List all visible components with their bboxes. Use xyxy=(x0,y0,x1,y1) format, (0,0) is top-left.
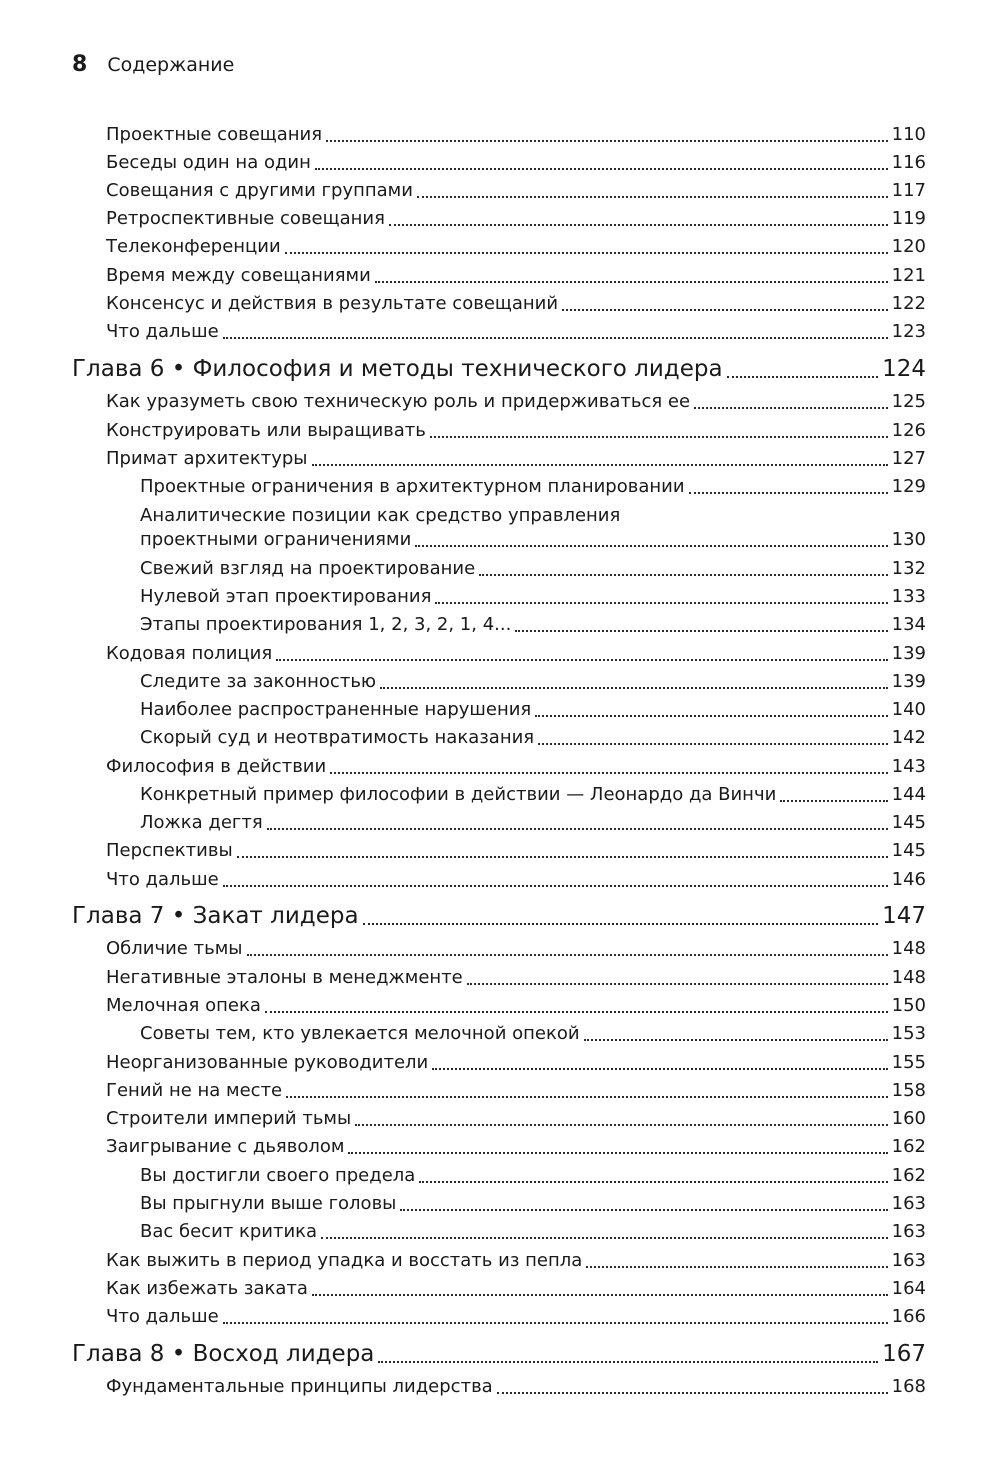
toc-entry-title: Этапы проектирования 1, 2, 3, 2, 1, 4... xyxy=(140,614,512,635)
dot-leader xyxy=(419,1180,887,1183)
toc-page-number: 129 xyxy=(891,476,926,497)
toc-entry-title: Примат архитектуры xyxy=(106,448,308,469)
toc-entry-title: Что дальше xyxy=(106,869,219,890)
toc-page-number: 158 xyxy=(891,1080,926,1101)
toc-entry[interactable] xyxy=(0,1080,926,1102)
toc-entry[interactable] xyxy=(0,420,926,442)
toc-page-number: 163 xyxy=(891,1221,926,1242)
toc-entry-title: Что дальше xyxy=(106,321,219,342)
toc-entry[interactable] xyxy=(0,1376,926,1398)
dot-leader xyxy=(321,1236,888,1239)
toc-entry[interactable] xyxy=(0,1193,926,1215)
toc-entry[interactable] xyxy=(0,1250,926,1272)
toc-page-number: 168 xyxy=(891,1376,926,1397)
toc-page-number: 142 xyxy=(891,727,926,748)
dot-leader xyxy=(415,544,887,547)
dot-leader xyxy=(286,1095,888,1098)
toc-entry[interactable] xyxy=(0,265,926,287)
toc-entry[interactable] xyxy=(0,529,926,551)
toc-entry[interactable] xyxy=(0,938,926,960)
toc-entry-title: Философия в действии xyxy=(106,756,327,777)
dot-leader xyxy=(586,1265,887,1268)
toc-entry[interactable] xyxy=(0,614,926,636)
dot-leader xyxy=(378,1360,878,1363)
dot-leader xyxy=(467,982,888,985)
toc-entry[interactable] xyxy=(0,321,926,343)
toc-page-number: 148 xyxy=(891,967,926,988)
dot-leader xyxy=(584,1038,888,1041)
toc-entry[interactable] xyxy=(0,1136,926,1158)
toc-entry-title: Свежий взгляд на проектирование xyxy=(140,558,476,579)
toc-page-number: 126 xyxy=(891,420,926,441)
toc-entry-title: Нулевой этап проектирования xyxy=(140,586,432,607)
toc-entry-title: Вы прыгнули выше головы xyxy=(140,1193,397,1214)
toc-entry[interactable] xyxy=(0,1306,926,1328)
toc-entry-title: Фундаментальные принципы лидерства xyxy=(106,1376,493,1397)
toc-entry[interactable] xyxy=(0,671,926,693)
toc-entry[interactable] xyxy=(0,1052,926,1074)
toc-entry-title: Как выжить в период упадка и восстать из пепла xyxy=(106,1250,583,1271)
toc-entry[interactable] xyxy=(0,476,926,498)
dot-leader xyxy=(515,629,887,632)
toc-entry[interactable] xyxy=(0,180,926,202)
toc-entry-title: Проектные совещания xyxy=(106,124,323,145)
dot-leader xyxy=(689,491,888,494)
toc-entry-title: Неорганизованные руководители xyxy=(106,1052,429,1073)
toc-entry[interactable] xyxy=(0,152,926,174)
dot-leader xyxy=(330,771,887,774)
dot-leader xyxy=(417,195,888,198)
toc-entry[interactable] xyxy=(0,1165,926,1187)
toc-page-number: 139 xyxy=(891,671,926,692)
toc-entry-title: Совещания с другими группами xyxy=(106,180,413,201)
toc-entry-title: Глава 7 • Закат лидера xyxy=(72,903,359,929)
toc-entry[interactable] xyxy=(0,1221,926,1243)
toc-page-number: 148 xyxy=(891,938,926,959)
toc-entry-title: Вы достигли своего предела xyxy=(140,1165,416,1186)
dot-leader xyxy=(430,435,888,438)
toc-entry[interactable] xyxy=(0,699,926,721)
toc-entry-line1: Аналитические позиции как средство управления xyxy=(140,505,621,526)
dot-leader xyxy=(432,1067,887,1070)
toc-page-number: 162 xyxy=(891,1136,926,1157)
toc-chapter[interactable] xyxy=(0,355,926,383)
toc-entry-title: Скорый суд и неотвратимость наказания xyxy=(140,727,535,748)
dot-leader xyxy=(380,686,888,689)
toc-entry[interactable] xyxy=(0,840,926,862)
dot-leader xyxy=(389,223,888,226)
toc-entry[interactable] xyxy=(0,995,926,1017)
dot-leader xyxy=(727,375,879,378)
toc-chapter[interactable] xyxy=(0,1340,926,1368)
toc-entry[interactable] xyxy=(0,236,926,258)
toc-entry-title: Строители империй тьмы xyxy=(106,1108,352,1129)
dot-leader xyxy=(694,406,888,409)
toc-entry-title: Ретроспективные совещания xyxy=(106,208,385,229)
toc-page-number: 145 xyxy=(891,840,926,861)
toc-entry[interactable] xyxy=(0,784,926,806)
toc-entry-title: Беседы один на один xyxy=(106,152,311,173)
toc-page-number: 163 xyxy=(891,1250,926,1271)
toc-entry[interactable] xyxy=(0,812,926,834)
dot-leader xyxy=(363,922,879,925)
toc-entry[interactable] xyxy=(0,1278,926,1300)
toc-entry-title: Гений не на месте xyxy=(106,1080,283,1101)
toc-page-number: 150 xyxy=(891,995,926,1016)
toc-entry[interactable] xyxy=(0,124,926,146)
dot-leader xyxy=(538,742,888,745)
toc-entry[interactable] xyxy=(0,643,926,665)
toc-entry-title: Вас бесит критика xyxy=(140,1221,318,1242)
dot-leader xyxy=(276,658,887,661)
toc-entry[interactable] xyxy=(0,391,926,413)
toc-page-number: 116 xyxy=(891,152,926,173)
toc-entry[interactable] xyxy=(0,967,926,989)
dot-leader xyxy=(435,601,887,604)
toc-page-number: 139 xyxy=(891,643,926,664)
toc-entry[interactable] xyxy=(0,448,926,470)
toc-page-number: 127 xyxy=(891,448,926,469)
toc-entry-title: Как уразуметь свою техническую роль и придерживаться ее xyxy=(106,391,691,412)
toc-entry[interactable] xyxy=(0,869,926,891)
toc-page-number: 117 xyxy=(891,180,926,201)
dot-leader xyxy=(355,1123,887,1126)
toc-entry-title: Глава 6 • Философия и методы технического лидера xyxy=(72,356,723,382)
dot-leader xyxy=(247,953,888,956)
toc-page-number: 133 xyxy=(891,586,926,607)
dot-leader xyxy=(237,855,888,858)
toc-entry[interactable] xyxy=(0,756,926,778)
toc-entry[interactable] xyxy=(0,208,926,230)
toc-entry-title: Советы тем, кто увлекается мелочной опекой xyxy=(140,1023,580,1044)
toc-entry-title: Конструировать или выращивать xyxy=(106,420,426,441)
dot-leader xyxy=(780,799,887,802)
toc-page-number: 163 xyxy=(891,1193,926,1214)
toc-entry-title: Глава 8 • Восход лидера xyxy=(72,1341,375,1367)
dot-leader xyxy=(223,884,888,887)
toc-entry[interactable] xyxy=(0,586,926,608)
toc-entry[interactable] xyxy=(0,1108,926,1130)
toc-entry[interactable] xyxy=(0,727,926,749)
toc-entry-title: Как избежать заката xyxy=(106,1278,308,1299)
toc-page-number: 119 xyxy=(891,208,926,229)
toc-page-number: 164 xyxy=(891,1278,926,1299)
toc-entry-title: Что дальше xyxy=(106,1306,219,1327)
toc-entry-title: Обличие тьмы xyxy=(106,938,243,959)
toc-page-number: 124 xyxy=(882,356,926,382)
dot-leader xyxy=(535,714,887,717)
toc-chapter[interactable] xyxy=(0,902,926,930)
toc-page-number: 110 xyxy=(891,124,926,145)
toc-page-number: 134 xyxy=(891,614,926,635)
toc-entry-title: Перспективы xyxy=(106,840,233,861)
dot-leader xyxy=(497,1391,888,1394)
dot-leader xyxy=(312,463,888,466)
toc-page-number: 125 xyxy=(891,391,926,412)
dot-leader xyxy=(348,1151,887,1154)
page-header xyxy=(72,52,234,77)
toc-page-number: 146 xyxy=(891,869,926,890)
dot-leader xyxy=(315,167,888,170)
dot-leader xyxy=(375,280,888,283)
toc-entry[interactable] xyxy=(0,1023,926,1045)
toc-entry-title: Конкретный пример философии в действии — Леонардо да Винчи xyxy=(140,784,777,805)
toc-entry-title: Заигрывание с дьяволом xyxy=(106,1136,345,1157)
toc-entry-title: Консенсус и действия в результате совещаний xyxy=(106,293,559,314)
toc-page-number: 145 xyxy=(891,812,926,833)
dot-leader xyxy=(285,251,888,254)
toc-page-number: 160 xyxy=(891,1108,926,1129)
toc-page-number: 130 xyxy=(891,529,926,550)
toc-page-number: 122 xyxy=(891,293,926,314)
toc-entry-title: проектными ограничениями xyxy=(140,529,412,550)
toc-page-number: 144 xyxy=(891,784,926,805)
toc-page-number: 167 xyxy=(882,1341,926,1367)
dot-leader xyxy=(223,1321,888,1324)
toc-entry[interactable] xyxy=(0,558,926,580)
toc-page-number: 155 xyxy=(891,1052,926,1073)
toc-entry-title: Проектные ограничения в архитектурном планировании xyxy=(140,476,685,497)
running-title: Содержание xyxy=(107,54,235,76)
dot-leader xyxy=(562,308,888,311)
toc-entry-title: Ложка дегтя xyxy=(140,812,263,833)
toc-page-number: 147 xyxy=(882,903,926,929)
toc-entry[interactable] xyxy=(0,293,926,315)
toc-page-number: 162 xyxy=(891,1165,926,1186)
dot-leader xyxy=(265,1010,888,1013)
page-number: 8 xyxy=(72,52,88,77)
toc-page-number: 132 xyxy=(891,558,926,579)
toc-page-number: 153 xyxy=(891,1023,926,1044)
toc-page-number: 140 xyxy=(891,699,926,720)
dot-leader xyxy=(223,336,888,339)
toc-page-number: 166 xyxy=(891,1306,926,1327)
toc-entry-title: Телеконференции xyxy=(106,236,281,257)
dot-leader xyxy=(326,139,888,142)
dot-leader xyxy=(312,1293,888,1296)
toc-page-number: 123 xyxy=(891,321,926,342)
toc-entry-title: Негативные эталоны в менеджменте xyxy=(106,967,463,988)
dot-leader xyxy=(400,1208,887,1211)
toc-entry-title: Наиболее распространенные нарушения xyxy=(140,699,532,720)
toc-page-number: 120 xyxy=(891,236,926,257)
toc-page-number: 121 xyxy=(891,265,926,286)
toc-entry-title: Время между совещаниями xyxy=(106,265,371,286)
toc-page-number: 143 xyxy=(891,756,926,777)
dot-leader xyxy=(479,573,887,576)
toc-entry-title: Кодовая полиция xyxy=(106,643,273,664)
toc-entry-title: Следите за законностью xyxy=(140,671,377,692)
dot-leader xyxy=(267,827,888,830)
toc-entry-title: Мелочная опека xyxy=(106,995,261,1016)
